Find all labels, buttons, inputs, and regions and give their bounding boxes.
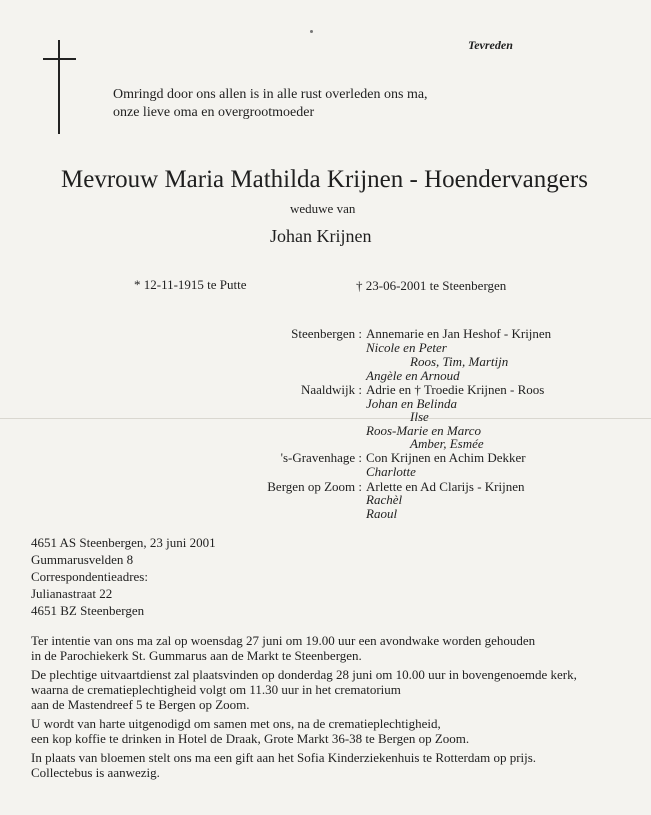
motto: Tevreden xyxy=(468,38,513,52)
address-line: 4651 BZ Steenbergen xyxy=(31,603,145,618)
paper-speck xyxy=(310,30,313,33)
place-den-haag: 's-Gravenhage : xyxy=(280,450,362,465)
invitation-text: U wordt van harte uitgenodigd om samen met ons, na de crematieplechtigheid, xyxy=(31,716,441,731)
widow-of-label: weduwe van xyxy=(290,201,356,216)
vigil-text: in de Parochiekerk St. Gummarus aan de Markt te Steenbergen. xyxy=(31,648,362,663)
family-line: Adrie en † Troedie Krijnen - Roos xyxy=(366,382,545,397)
address-line: Julianastraat 22 xyxy=(31,586,113,601)
family-line: Roos, Tim, Martijn xyxy=(410,354,509,369)
vigil-text: Ter intentie van ons ma zal op woensdag 27 juni om 19.00 uur een avondwake worden gehouden xyxy=(31,633,536,648)
family-line: Raoul xyxy=(366,506,398,521)
deceased-name: Mevrouw Maria Mathilda Krijnen - Hoendervangers xyxy=(61,166,588,193)
intro-line-1: Omringd door ons allen is in alle rust overleden ons ma, xyxy=(113,87,428,102)
family-line: Angèle en Arnoud xyxy=(366,368,460,383)
place-bergen-op-zoom: Bergen op Zoom : xyxy=(267,479,362,494)
funeral-text: aan de Mastendreef 5 te Bergen op Zoom. xyxy=(31,697,250,712)
family-line: Nicole en Peter xyxy=(366,340,447,355)
donation-text: In plaats van bloemen stelt ons ma een gift aan het Sofia Kinderziekenhuis te Rotterdam op prijs. xyxy=(31,750,537,765)
family-line: Con Krijnen en Achim Dekker xyxy=(366,450,526,465)
family-line: Ilse xyxy=(410,409,429,424)
family-line: Arlette en Ad Clarijs - Krijnen xyxy=(366,479,525,494)
birth-date: * 12-11-1915 te Putte xyxy=(134,277,247,292)
invitation-text: een kop koffie te drinken in Hotel de Draak, Grote Markt 36-38 te Bergen op Zoom. xyxy=(31,731,470,746)
place-steenbergen: Steenbergen : xyxy=(291,326,362,341)
family-line: Johan en Belinda xyxy=(366,396,457,411)
address-line: 4651 AS Steenbergen, 23 juni 2001 xyxy=(31,535,216,550)
funeral-text: waarna de crematieplechtigheid volgt om 11.30 uur in het crematorium xyxy=(31,682,401,697)
intro-line-2: onze lieve oma en overgrootmoeder xyxy=(113,105,315,120)
family-line: Rachèl xyxy=(366,492,403,507)
family-line: Charlotte xyxy=(366,464,416,479)
donation-text: Collectebus is aanwezig. xyxy=(31,765,160,780)
family-line: Roos-Marie en Marco xyxy=(366,423,482,438)
fold-line xyxy=(0,418,651,419)
funeral-text: De plechtige uitvaartdienst zal plaatsvinden op donderdag 28 juni om 10.00 uur in bovengenoemde kerk, xyxy=(31,667,577,682)
family-line: Annemarie en Jan Heshof - Krijnen xyxy=(366,326,552,341)
address-line: Correspondentieadres: xyxy=(31,569,148,584)
family-line: Amber, Esmée xyxy=(410,436,484,451)
place-naaldwijk: Naaldwijk : xyxy=(300,382,362,397)
address-line: Gummarusvelden 8 xyxy=(31,552,134,567)
death-date: † 23-06-2001 te Steenbergen xyxy=(356,278,507,293)
husband-name: Johan Krijnen xyxy=(270,226,372,246)
